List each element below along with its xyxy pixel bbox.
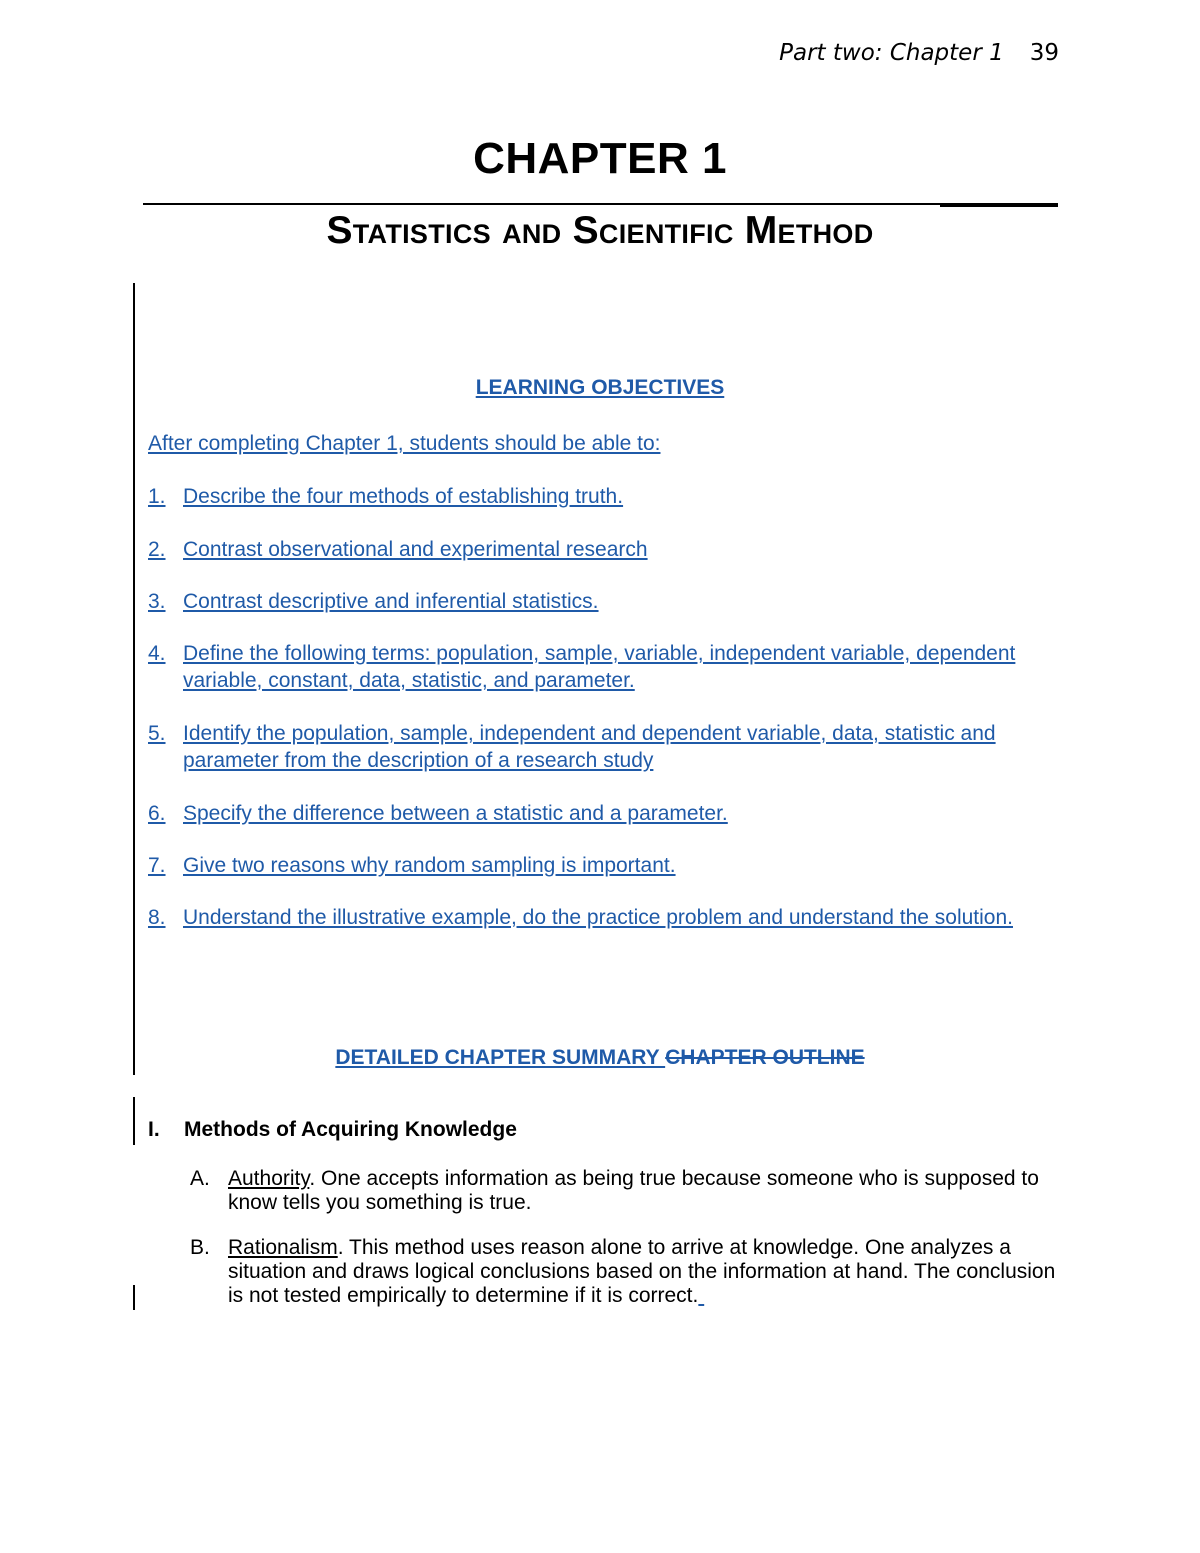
outline-text: . This method uses reason alone to arrive at knowledge. One analyzes a situation and draws logical conclusions based on the information at hand. The conclusion is not tested empirically to determine if it is correct. <box>228 1236 1056 1307</box>
objective-number: 8. <box>148 906 166 929</box>
objective-item <box>148 536 1063 563</box>
change-bar <box>133 1097 135 1145</box>
objective-item <box>148 720 1063 774</box>
objective-item <box>148 483 1063 510</box>
change-bar <box>133 283 135 1075</box>
insertion-mark <box>698 1284 704 1307</box>
objective-text: Define the following terms: population, sample, variable, independent variable, dependent variable, constant, data, statistic, and parameter. <box>183 642 1016 692</box>
outline-letter: A. <box>190 1167 210 1190</box>
section-title: Methods of Acquiring Knowledge <box>184 1118 517 1141</box>
learning-objectives-heading: LEARNING OBJECTIVES <box>475 376 725 399</box>
running-title: Part two: Chapter 1 <box>779 40 1004 66</box>
objective-text: Understand the illustrative example, do the practice problem and understand the solution. <box>183 906 1013 929</box>
section-numeral: I. <box>148 1118 160 1141</box>
objective-item <box>148 640 1063 694</box>
objective-number: 1. <box>148 485 166 508</box>
objective-item <box>148 800 1063 827</box>
objective-item <box>148 904 1063 931</box>
objective-text: Contrast observational and experimental research <box>183 538 648 561</box>
outline-text: . One accepts information as being true because someone who is supposed to know tells you something is true. <box>228 1167 1039 1214</box>
outline-item-authority <box>190 1167 1060 1215</box>
page-number: 39 <box>1029 40 1059 66</box>
running-header <box>779 40 1059 66</box>
objective-number: 5. <box>148 722 166 745</box>
objective-text: Contrast descriptive and inferential statistics. <box>183 590 599 613</box>
chapter-title: Statistics and Scientific Method <box>326 209 874 252</box>
objective-text: Give two reasons why random sampling is important. <box>183 854 676 877</box>
objective-item <box>148 588 1063 615</box>
objective-number: 2. <box>148 538 166 561</box>
title-rule <box>143 203 1058 205</box>
objective-number: 4. <box>148 642 166 665</box>
objective-item <box>148 852 1063 879</box>
objective-text: Describe the four methods of establishing truth. <box>183 485 624 508</box>
title-rule-accent <box>940 203 1058 207</box>
objective-number: 7. <box>148 854 166 877</box>
outline-item-rationalism <box>190 1236 1060 1308</box>
chapter-label: CHAPTER 1 <box>473 134 727 183</box>
outline-term: Rationalism <box>228 1236 338 1259</box>
summary-heading-deleted: CHAPTER OUTLINE <box>665 1046 865 1069</box>
objective-number: 3. <box>148 590 166 613</box>
chapter-summary-heading <box>0 1046 1200 1070</box>
outline-letter: B. <box>190 1236 210 1259</box>
section-heading <box>148 1118 517 1142</box>
learning-objectives-intro: After completing Chapter 1, students should be able to: <box>148 432 661 455</box>
summary-heading-inserted: DETAILED CHAPTER SUMMARY <box>335 1046 666 1069</box>
objective-number: 6. <box>148 802 166 825</box>
change-bar <box>133 1285 135 1310</box>
objective-text: Identify the population, sample, independent and dependent variable, data, statistic and parameter from the description of a research study <box>183 722 996 772</box>
objective-text: Specify the difference between a statistic and a parameter. <box>183 802 728 825</box>
outline-term: Authority <box>228 1167 310 1190</box>
